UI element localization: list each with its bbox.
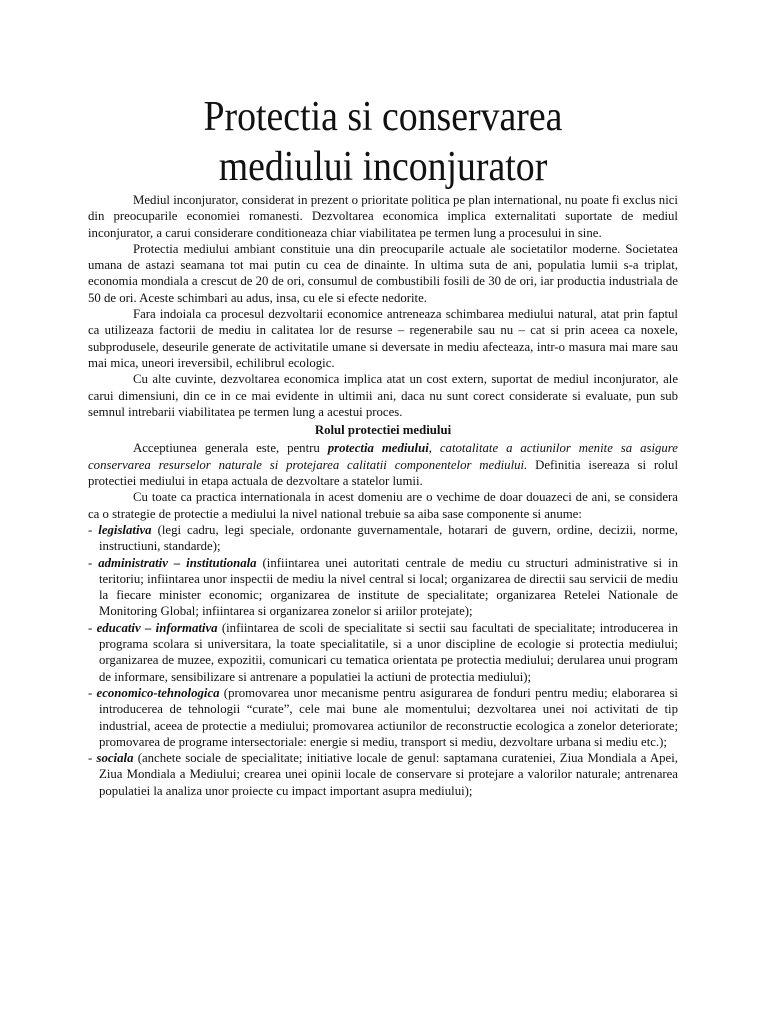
role-term: protectia mediului (327, 441, 429, 456)
intro-paragraph: Cu toate ca practica internationala in acest domeniu are o vechime de doar douazeci de ani, se considera ca o strategie de protectie a mediului la nivel national trebuie sa aiba sase componente si anume: (88, 490, 678, 521)
role-text-after: Definitia isereaza si rolul protectiei mediului in etapa actuala de dezvoltare a statelor lumii. (88, 457, 678, 489)
paragraph-1: Mediul inconjurator, considerat in prezent o prioritate politica pe plan international, nu poate fi exclus nici din preocuparile economiei romanesti. Dezvoltarea economica implica externalitati suportate de mediul inconjurator, a carui considerare conditioneaza chiar viabilitatea pe termen lung a procesului in sine. (88, 193, 678, 240)
component-dash: - (88, 522, 99, 537)
component-administrativ (88, 555, 678, 620)
component-legislativa (88, 522, 678, 555)
component-dash: - (88, 620, 97, 635)
paragraph-3: Fara indoiala ca procesul dezvoltarii economice antreneaza schimbarea mediului natural, atat prin faptul ca utilizeaza factorii de mediu in calitatea lor de resurse – regenerabile sau nu – cat si prin aceea ca noxele, subprodusele, deseurile generate de activitatile umane si deversate in mediu afecteaza, intr-o masura mai mare sau mai mica, uneori ireversibil, echilibrul ecologic. (88, 307, 678, 370)
component-dash: - (88, 555, 99, 570)
component-educativ (88, 620, 678, 685)
document-body (88, 192, 678, 799)
document-title (118, 92, 649, 192)
component-text: (legi cadru, legi speciale, ordonante guvernamentale, hotarari de guvern, ordine, decizii, norme, instructiuni, standarde); (99, 522, 678, 554)
components-list (88, 522, 678, 799)
component-text: (infiintarea unei autoritati centrale de mediu cu structuri administrative si in teritoriu; infiintarea unor inspectii de mediu la nivel central si local; organizarea de directii sau servicii de mediu la fiecare minister economic; organizarea de institute de specialitate; organizarea Retelei Nationale de Monitoring Global; infiintarea si organizarea zonelor si ariilor protejate); (99, 555, 678, 619)
component-economico-tehnologica (88, 685, 678, 750)
component-text: (anchete sociale de specialitate; initiative locale de genul: saptamana curateniei, Ziua Mondiala a Apei, Ziua Mondiala a Mediului; crearea unei opinii locale de conservare si protejare a valorilor naturale; antrenarea populatiei la analiza unor proiecte cu impact important asupra mediului); (99, 751, 678, 798)
role-paragraph (88, 440, 678, 489)
paragraph-2: Protectia mediului ambiant constituie una din preocuparile actuale ale societatilor moderne. Societatea umana de astazi seamana tot mai putin cu cea de dinainte. In ultima suta de ani, populatia lumii s-a triplat, economia mondiala a crescut de 20 de ori, consumul de combustibili fosili de 30 de ori, iar productia industriala de 50 de ori. Aceste schimbari au adus, insa, cu ele si efecte nedorite. (88, 241, 678, 305)
component-term: sociala (96, 751, 134, 766)
component-text: (infiintarea de scoli de specialitate si sectii sau facultati de specialitate; introducerea in programa scolara si universitara, la toate specialitatile, si a unor discipline de ecologie si protectia mediului; organizarea de muzee, expozitii, comunicari cu tematica orientata pe protectia mediului; derularea unui program de informare, sensibilizare si antrenare a populatiei la actiuni de protectia mediului); (99, 620, 678, 684)
role-comma: , (428, 441, 440, 456)
component-text: (promovarea unor mecanisme pentru asigurarea de fonduri pentru mediu; elaborarea si introducerea de tehnologii “curate”, cele mai bune ale momentului; dezvoltarea unei noi activitati de tip industrial, aceea de protectie a mediului; promovarea actiunilor de reconstructie ecologica a zonelor deteriorate; promovarea de programe intersectoriale: energie si mediu, transport si mediu, dezvoltare urbana si mediu etc.); (99, 685, 678, 749)
section-heading: Rolul protectiei mediului (314, 423, 452, 438)
component-term: economico-tehnologica (96, 685, 220, 700)
role-text-before: Acceptiunea generala este, pentru (133, 441, 328, 456)
role-definition: catotalitate a actiunilor menite sa asigure conservarea resurselor naturale si protejarea calitatii componentelor mediului. (88, 441, 678, 472)
document-page (88, 92, 678, 799)
component-term: legislativa (98, 522, 152, 537)
title-line-2: mediului inconjurator (218, 144, 548, 190)
component-term: educativ – informativa (96, 620, 218, 635)
component-dash: - (88, 685, 97, 700)
title-line-1: Protectia si conservarea (203, 94, 563, 140)
component-dash: - (88, 751, 97, 766)
paragraph-4: Cu alte cuvinte, dezvoltarea economica implica atat un cost extern, suportat de mediul inconjurator, ale carui dimensiuni, din ce in ce mai evidente in ultimii ani, daca nu sunt corect considerate si evaluate, pun sub semnul intrebarii viabilitatea pe termen lung a acestui proces. (88, 372, 678, 419)
component-term: administrativ – institutionala (98, 555, 257, 570)
component-sociala (88, 750, 678, 799)
